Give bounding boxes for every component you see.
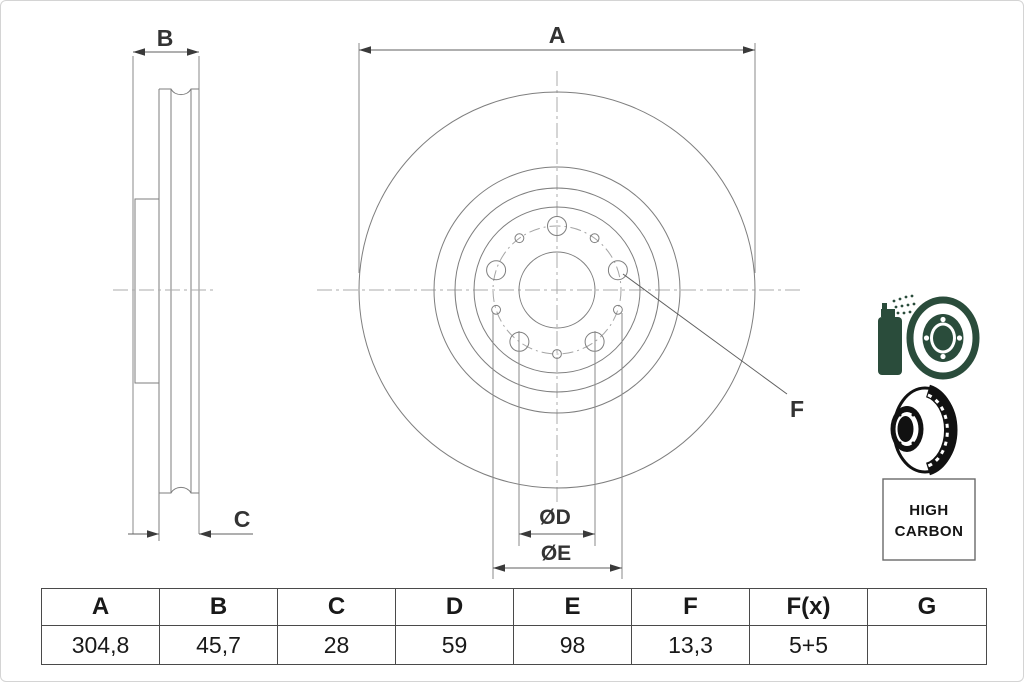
vented-disc-rim [928,391,951,469]
arrowhead-b-right [187,48,199,55]
table-value-b: 45,7 [160,626,278,664]
table-value-c: 28 [278,626,396,664]
disc-section-view [113,25,253,541]
arrowhead-c-left [147,530,159,537]
section-bottom-edge [159,487,199,493]
table-value-g [868,626,986,664]
dim-label-d: ØD [539,506,571,529]
leader-line-f [623,274,787,394]
spray-can-cap [881,309,895,317]
dim-label-e: ØE [540,542,572,565]
dim-label-a: A [548,22,566,48]
table-value-d: 59 [396,626,514,664]
table-value-fx: 5+5 [750,626,868,664]
dim-label-f: F [789,396,805,422]
dim-label-c: C [233,506,251,532]
table-header-g: G [868,589,986,626]
dim-label-b: B [156,25,174,51]
coated-disc-center-bore [933,326,953,351]
arrowhead-d-left [519,530,531,537]
table-header-e: E [514,589,632,626]
table-header-b: B [160,589,278,626]
arrowhead-a-right [743,46,755,53]
table-value-f: 13,3 [632,626,750,664]
table-header-fx: F(x) [750,589,868,626]
arrowhead-b-left [133,48,145,55]
vented-disc-bore [898,416,914,442]
spray-can-nozzle [882,303,887,309]
dimension-table [41,588,987,665]
section-top-edge [159,89,199,95]
high-carbon-box [883,479,975,560]
table-header-c: C [278,589,396,626]
arrowhead-d-right [583,530,595,537]
arrowhead-a-left [359,46,371,53]
high-carbon-line1: HIGH [909,502,949,519]
coating-spray-disc-icon [878,295,976,376]
arrowhead-c-right [199,530,211,537]
drawing-svg [1,1,1024,682]
spray-can-body [878,317,902,375]
table-header-f: F [632,589,750,626]
arrowhead-e-left [493,564,505,571]
table-header-d: D [396,589,514,626]
spray-mist-dots [893,295,916,315]
section-hub-hat [135,199,159,383]
high-carbon-badge [883,479,975,560]
high-carbon-line2: CARBON [894,523,964,540]
disc-front-view [317,22,804,579]
table-header-a: A [42,589,160,626]
table-value-a: 304,8 [42,626,160,664]
vented-disc-icon [891,388,957,472]
arrowhead-e-right [610,564,622,571]
table-value-e: 98 [514,626,632,664]
